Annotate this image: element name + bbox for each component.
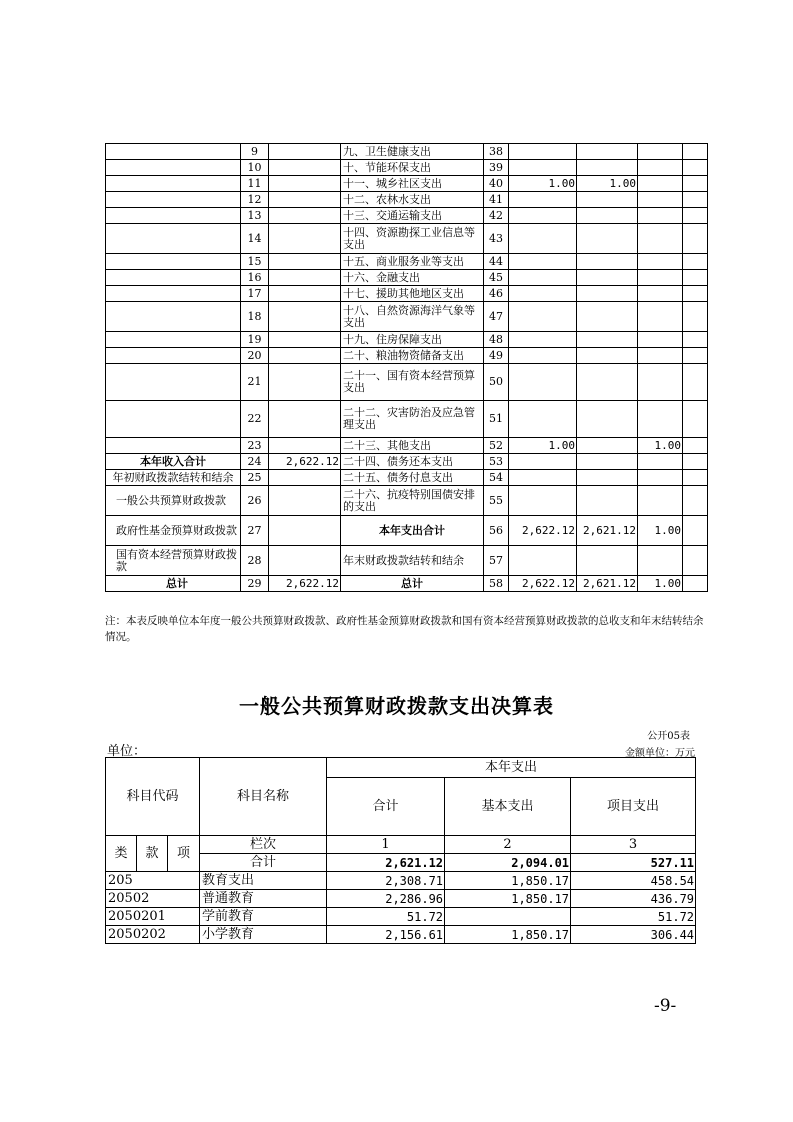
subject-name: 小学教育 xyxy=(200,926,327,944)
income-label xyxy=(106,176,241,192)
table-row xyxy=(106,401,708,438)
table-row xyxy=(106,516,708,546)
row-number-2: 57 xyxy=(484,546,509,576)
income-amount xyxy=(269,516,341,546)
expense-item: 十二、农林水支出 xyxy=(341,192,484,208)
expense-item: 十七、援助其他地区支出 xyxy=(341,286,484,302)
expense-basic xyxy=(577,438,638,454)
expense-total xyxy=(509,144,577,160)
expense-basic xyxy=(577,270,638,286)
table-row xyxy=(106,438,708,454)
row-number: 24 xyxy=(241,454,269,470)
expense-item: 十三、交通运输支出 xyxy=(341,208,484,224)
table-note: 注：本表反映单位本年度一般公共预算财政拨款、政府性基金预算财政拨款和国有资本经营预算财政拨款的总收支和年末结转结余情况。 xyxy=(105,615,704,643)
expense-total: 1.00 xyxy=(509,438,577,454)
income-amount xyxy=(269,486,341,516)
expense-item: 十六、金融支出 xyxy=(341,270,484,286)
blank-cell xyxy=(683,286,708,302)
income-amount xyxy=(269,470,341,486)
expense-item: 总计 xyxy=(341,576,484,592)
income-amount xyxy=(269,302,341,332)
row-number-2: 48 xyxy=(484,332,509,348)
header-name: 科目名称 xyxy=(200,758,327,836)
sum-basic: 2,094.01 xyxy=(445,854,571,872)
expense-item: 二十三、其他支出 xyxy=(341,438,484,454)
expense-total xyxy=(509,160,577,176)
income-label xyxy=(106,364,241,401)
expense-basic xyxy=(577,470,638,486)
income-amount xyxy=(269,438,341,454)
expense-project xyxy=(638,192,683,208)
row-number: 11 xyxy=(241,176,269,192)
col-2: 2 xyxy=(445,836,571,854)
row-number: 22 xyxy=(241,401,269,438)
expense-project xyxy=(638,401,683,438)
income-amount xyxy=(269,270,341,286)
income-amount xyxy=(269,160,341,176)
expense-basic xyxy=(577,302,638,332)
blank-cell xyxy=(683,224,708,254)
expense-project xyxy=(638,332,683,348)
row-number-2: 50 xyxy=(484,364,509,401)
expense-project xyxy=(638,470,683,486)
amount-unit: 金额单位：万元 xyxy=(625,748,695,759)
row-number-2: 44 xyxy=(484,254,509,270)
income-label xyxy=(106,348,241,364)
row-number-2: 42 xyxy=(484,208,509,224)
row-number-2: 51 xyxy=(484,401,509,438)
expense-item: 十四、资源勘探工业信息等支出 xyxy=(341,224,484,254)
table-row xyxy=(106,270,708,286)
income-label xyxy=(106,270,241,286)
amount-total: 2,156.61 xyxy=(327,926,445,944)
income-label xyxy=(106,254,241,270)
row-number-2: 47 xyxy=(484,302,509,332)
income-label xyxy=(106,160,241,176)
amount-total: 51.72 xyxy=(327,908,445,926)
row-number: 10 xyxy=(241,160,269,176)
expense-total xyxy=(509,332,577,348)
table-row xyxy=(106,364,708,401)
blank-cell xyxy=(683,438,708,454)
blank-cell xyxy=(683,364,708,401)
row-number-2: 52 xyxy=(484,438,509,454)
expense-basic xyxy=(577,224,638,254)
header-code: 科目代码 xyxy=(106,758,200,836)
expense-item: 年末财政拨款结转和结余 xyxy=(341,546,484,576)
sum-label: 合计 xyxy=(200,854,327,872)
income-label xyxy=(106,224,241,254)
income-amount xyxy=(269,254,341,270)
row-number: 23 xyxy=(241,438,269,454)
expense-table xyxy=(105,757,696,944)
blank-cell xyxy=(683,176,708,192)
expense-project xyxy=(638,364,683,401)
income-label xyxy=(106,401,241,438)
header-xiang: 项 xyxy=(168,836,200,872)
row-number: 9 xyxy=(241,144,269,160)
row-number: 18 xyxy=(241,302,269,332)
row-number: 27 xyxy=(241,516,269,546)
table-row xyxy=(106,926,696,944)
expense-project xyxy=(638,286,683,302)
expense-project xyxy=(638,454,683,470)
row-number: 17 xyxy=(241,286,269,302)
amount-basic: 1,850.17 xyxy=(445,890,571,908)
expense-item: 二十五、债务付息支出 xyxy=(341,470,484,486)
expense-basic xyxy=(577,160,638,176)
expense-project xyxy=(638,486,683,516)
expense-basic xyxy=(577,254,638,270)
expense-basic xyxy=(577,332,638,348)
expense-basic xyxy=(577,192,638,208)
blank-cell xyxy=(683,192,708,208)
blank-cell xyxy=(683,208,708,224)
table-row xyxy=(106,254,708,270)
income-label xyxy=(106,192,241,208)
header-column-no: 栏次 xyxy=(200,836,327,854)
blank-cell xyxy=(683,454,708,470)
expense-project xyxy=(638,546,683,576)
expense-item: 十九、住房保障支出 xyxy=(341,332,484,348)
header-lei: 类 xyxy=(106,836,137,872)
table-row xyxy=(106,348,708,364)
expense-item: 十、节能环保支出 xyxy=(341,160,484,176)
blank-cell xyxy=(683,254,708,270)
blank-cell xyxy=(683,516,708,546)
row-number-2: 55 xyxy=(484,486,509,516)
row-number-2: 41 xyxy=(484,192,509,208)
blank-cell xyxy=(683,270,708,286)
income-amount xyxy=(269,364,341,401)
row-number-2: 46 xyxy=(484,286,509,302)
income-amount xyxy=(269,546,341,576)
subject-code: 205 xyxy=(106,872,200,890)
expense-project xyxy=(638,176,683,192)
income-amount xyxy=(269,224,341,254)
income-label: 年初财政拨款结转和结余 xyxy=(106,470,241,486)
table-row xyxy=(106,208,708,224)
row-number-2: 39 xyxy=(484,160,509,176)
income-label xyxy=(106,332,241,348)
table-row xyxy=(106,192,708,208)
header-current-year: 本年支出 xyxy=(327,758,696,778)
expense-project xyxy=(638,270,683,286)
row-number: 21 xyxy=(241,364,269,401)
expense-total xyxy=(509,348,577,364)
expense-project xyxy=(638,160,683,176)
unit-label: 单位： xyxy=(107,744,147,759)
income-amount: 2,622.12 xyxy=(269,576,341,592)
expense-item: 十五、商业服务业等支出 xyxy=(341,254,484,270)
amount-basic: 1,850.17 xyxy=(445,926,571,944)
col-3: 3 xyxy=(571,836,696,854)
amount-total: 2,286.96 xyxy=(327,890,445,908)
income-expense-table xyxy=(105,143,708,592)
table-row xyxy=(106,302,708,332)
sum-total: 2,621.12 xyxy=(327,854,445,872)
income-amount xyxy=(269,286,341,302)
table-row xyxy=(106,286,708,302)
expense-basic xyxy=(577,286,638,302)
expense-total xyxy=(509,364,577,401)
income-amount xyxy=(269,208,341,224)
expense-item: 二十二、灾害防治及应急管理支出 xyxy=(341,401,484,438)
row-number: 28 xyxy=(241,546,269,576)
expense-item: 十八、自然资源海洋气象等支出 xyxy=(341,302,484,332)
expense-item: 二十一、国有资本经营预算支出 xyxy=(341,364,484,401)
expense-project xyxy=(638,144,683,160)
row-number-2: 45 xyxy=(484,270,509,286)
expense-project xyxy=(638,208,683,224)
page-title: 一般公共预算财政拨款支出决算表 xyxy=(239,694,554,718)
expense-total xyxy=(509,470,577,486)
expense-total xyxy=(509,486,577,516)
expense-project xyxy=(638,302,683,332)
expense-basic: 2,621.12 xyxy=(577,576,638,592)
header-project: 项目支出 xyxy=(571,778,696,836)
expense-basic xyxy=(577,208,638,224)
table-row xyxy=(106,576,708,592)
row-number-2: 49 xyxy=(484,348,509,364)
row-number-2: 53 xyxy=(484,454,509,470)
expense-item: 二十六、抗疫特别国债安排的支出 xyxy=(341,486,484,516)
row-number-2: 40 xyxy=(484,176,509,192)
income-label xyxy=(106,302,241,332)
expense-total xyxy=(509,270,577,286)
income-label xyxy=(106,144,241,160)
expense-project xyxy=(638,348,683,364)
row-number: 19 xyxy=(241,332,269,348)
subject-name: 普通教育 xyxy=(200,890,327,908)
row-number: 20 xyxy=(241,348,269,364)
expense-total xyxy=(509,224,577,254)
expense-item: 二十四、债务还本支出 xyxy=(341,454,484,470)
row-number-2: 43 xyxy=(484,224,509,254)
row-number-2: 54 xyxy=(484,470,509,486)
row-number-2: 56 xyxy=(484,516,509,546)
blank-cell xyxy=(683,332,708,348)
expense-total xyxy=(509,208,577,224)
expense-basic: 1.00 xyxy=(577,176,638,192)
expense-project: 1.00 xyxy=(638,438,683,454)
expense-total xyxy=(509,192,577,208)
expense-basic xyxy=(577,401,638,438)
income-amount xyxy=(269,144,341,160)
expense-basic xyxy=(577,486,638,516)
expense-item: 九、卫生健康支出 xyxy=(341,144,484,160)
table-row xyxy=(106,890,696,908)
expense-total: 1.00 xyxy=(509,176,577,192)
sum-project: 527.11 xyxy=(571,854,696,872)
row-number: 14 xyxy=(241,224,269,254)
amount-basic xyxy=(445,908,571,926)
income-amount xyxy=(269,332,341,348)
subject-name: 学前教育 xyxy=(200,908,327,926)
expense-total xyxy=(509,254,577,270)
table-row xyxy=(106,160,708,176)
expense-item: 十一、城乡社区支出 xyxy=(341,176,484,192)
blank-cell xyxy=(683,470,708,486)
table-row xyxy=(106,908,696,926)
amount-project: 306.44 xyxy=(571,926,696,944)
income-label xyxy=(106,438,241,454)
blank-cell xyxy=(683,576,708,592)
blank-cell xyxy=(683,486,708,516)
row-number: 29 xyxy=(241,576,269,592)
subject-name: 教育支出 xyxy=(200,872,327,890)
expense-project xyxy=(638,254,683,270)
expense-basic xyxy=(577,144,638,160)
expense-total xyxy=(509,286,577,302)
expense-project: 1.00 xyxy=(638,576,683,592)
income-label xyxy=(106,286,241,302)
subject-code: 2050201 xyxy=(106,908,200,926)
income-label: 一般公共预算财政拨款 xyxy=(106,486,241,516)
income-amount xyxy=(269,401,341,438)
income-amount xyxy=(269,348,341,364)
blank-cell xyxy=(683,348,708,364)
row-number: 26 xyxy=(241,486,269,516)
header-total: 合计 xyxy=(327,778,445,836)
expense-total xyxy=(509,401,577,438)
income-label: 总计 xyxy=(106,576,241,592)
amount-project: 458.54 xyxy=(571,872,696,890)
header-basic: 基本支出 xyxy=(445,778,571,836)
row-number-2: 38 xyxy=(484,144,509,160)
blank-cell xyxy=(683,302,708,332)
income-label: 政府性基金预算财政拨款 xyxy=(106,516,241,546)
expense-total: 2,622.12 xyxy=(509,516,577,546)
table-row xyxy=(106,144,708,160)
expense-basic: 2,621.12 xyxy=(577,516,638,546)
expense-total xyxy=(509,546,577,576)
expense-total: 2,622.12 xyxy=(509,576,577,592)
expense-project: 1.00 xyxy=(638,516,683,546)
row-number: 12 xyxy=(241,192,269,208)
blank-cell xyxy=(683,144,708,160)
blank-cell xyxy=(683,160,708,176)
blank-cell xyxy=(683,401,708,438)
expense-item: 二十、粮油物资储备支出 xyxy=(341,348,484,364)
expense-basic xyxy=(577,546,638,576)
subject-code: 2050202 xyxy=(106,926,200,944)
expense-item: 本年支出合计 xyxy=(341,516,484,546)
amount-total: 2,308.71 xyxy=(327,872,445,890)
row-number-2: 58 xyxy=(484,576,509,592)
expense-basic xyxy=(577,364,638,401)
amount-project: 436.79 xyxy=(571,890,696,908)
table-row xyxy=(106,470,708,486)
row-number: 15 xyxy=(241,254,269,270)
table-row xyxy=(106,332,708,348)
subject-code: 20502 xyxy=(106,890,200,908)
header-kuan: 款 xyxy=(137,836,168,872)
expense-total xyxy=(509,302,577,332)
row-number: 13 xyxy=(241,208,269,224)
row-number: 16 xyxy=(241,270,269,286)
col-1: 1 xyxy=(327,836,445,854)
income-label: 本年收入合计 xyxy=(106,454,241,470)
table-row xyxy=(106,486,708,516)
blank-cell xyxy=(683,546,708,576)
table-row xyxy=(106,224,708,254)
row-number: 25 xyxy=(241,470,269,486)
income-amount xyxy=(269,176,341,192)
table-row xyxy=(106,176,708,192)
income-label: 国有资本经营预算财政拨款 xyxy=(106,546,241,576)
income-amount xyxy=(269,192,341,208)
income-label xyxy=(106,208,241,224)
form-number: 公开05表 xyxy=(647,731,690,742)
income-amount: 2,622.12 xyxy=(269,454,341,470)
expense-project xyxy=(638,224,683,254)
table-row xyxy=(106,872,696,890)
table-row xyxy=(106,454,708,470)
expense-basic xyxy=(577,454,638,470)
amount-project: 51.72 xyxy=(571,908,696,926)
expense-total xyxy=(509,454,577,470)
page-number: -9- xyxy=(654,996,677,1016)
expense-basic xyxy=(577,348,638,364)
table-row xyxy=(106,546,708,576)
amount-basic: 1,850.17 xyxy=(445,872,571,890)
